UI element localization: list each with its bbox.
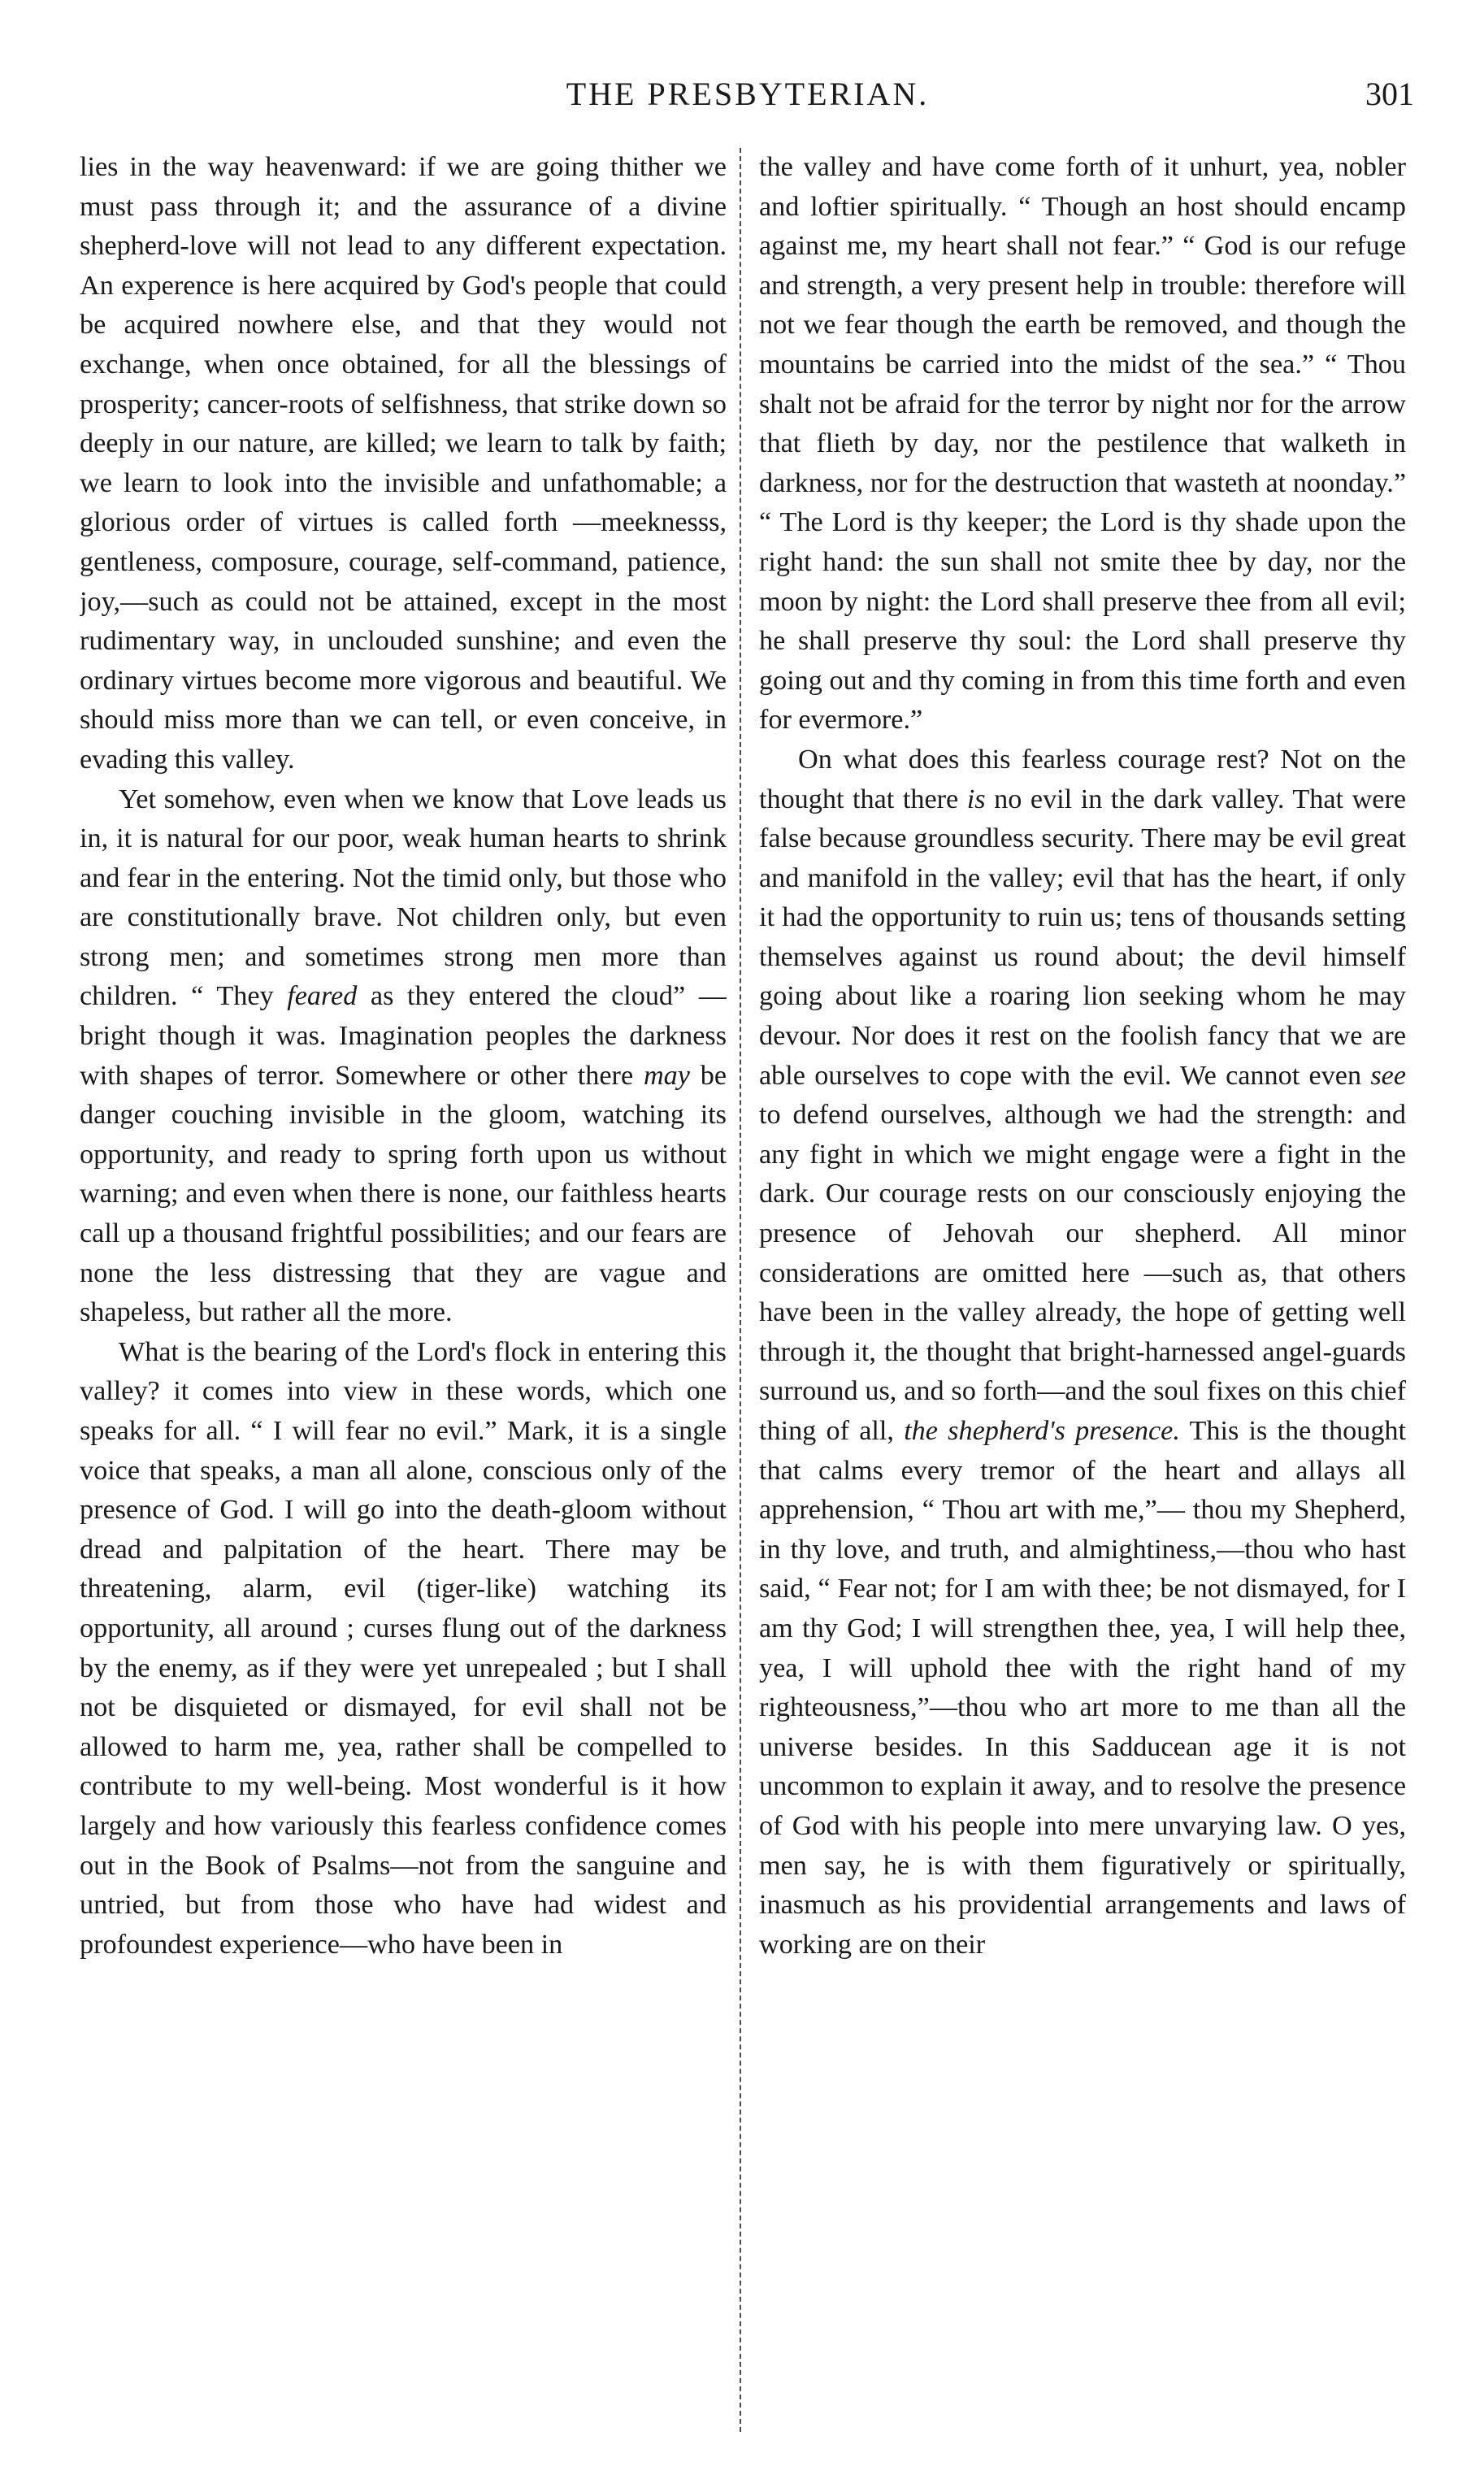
paragraph — [80, 780, 727, 1333]
page-header — [81, 75, 1414, 124]
paragraph: the valley and have come forth of it unhurt, yea, nobler and loftier spiritually. “ Though an host should encamp against me, my heart shall not fear.” “ God is our refuge and strength, a very present help in trouble: therefore will not we fear though the earth be removed, and though the mountains be carried into the midst of the sea.” “ Thou shalt not be afraid for the terror by night nor for the arrow that flieth by day, nor the pestilence that walketh in darkness, nor for the destruction that wasteth at noonday.” “ The Lord is thy keeper; the Lord is thy shade upon the right hand: the sun shall not smite thee by day, nor the moon by night: the Lord shall preserve thee from all evil; he shall preserve thy soul: the Lord shall preserve thy going out and thy coming in from this time forth and even for evermore.” — [759, 152, 1406, 736]
left-column — [80, 148, 727, 2432]
text-run: no evil in the dark valley. That were false because groundless security. There may be evil great and manifold in the valley; evil that has the heart, if only it had the opportunity to ruin us; tens of thousands setting themselves against us round about; the devil himself going about like a roaring lion seeking whom he may devour. Nor does it rest on the foolish fancy that we are able ourselves to cope with the evil. We cannot even — [759, 784, 1406, 1091]
text-run: On what does this fearless courage rest? Not on the thought that there — [759, 744, 1406, 814]
text-run: be danger couching invisible in the gloom, watching its opportunity, and ready to spring forth upon us without warning; and even when there is none, our faithless hearts call up a thousand frightful possibilities; and our fears are none the less distressing that they are vague and shapeless, but rather all the more. — [80, 1060, 727, 1328]
text-run: Yet somehow, even when we know that Love leads us in, it is natural for our poor, weak human hearts to shrink and fear in the entering. Not the timid only, but those who are constitutionally brave. Not children only, but even strong men; and sometimes strong men more than children. “ They — [80, 784, 727, 1012]
paragraph: lies in the way heavenward: if we are going thither we must pass through it; and the assurance of a divine shepherd-love will not lead to any different expectation. An experence is here acquired by God's people that could be acquired nowhere else, and that they would not exchange, when once obtained, for all the blessings of prosperity; cancer-roots of selfishness, that strike down so deeply in our nature, are killed; we learn to talk by faith; we learn to look into the invisible and unfathomable; a glorious order of virtues is called forth —meeknesss, gentleness, composure, courage, self-command, patience, joy,—such as could not be attained, except in the most rudimentary way, in unclouded sunshine; and even the ordinary virtues become more vigorous and beautiful. We should miss more than we can tell, or even conceive, in evading this valley. — [80, 152, 727, 775]
italic-phrase: the shepherd's presence. — [904, 1416, 1180, 1446]
text-run: This is the thought that calms every tremor of the heart and allays all apprehension, “ Thou art with me,”— thou my Shepherd, in thy love, and truth, and almightiness,—thou who hast said, “ Fear not; for I am with thee; be not dismayed, for I am thy God; I will strengthen thee, yea, I will help thee, yea, I will uphold thee with the right hand of my righteousness,”—thou who art more to me than all the universe besides. In this Sadducean age it is not uncommon to explain it away, and to resolve the presence of God with his people into mere unvarying law. O yes, men say, he is with them figuratively or spiritually, inasmuch as his providential arrangements and laws of working are on their — [759, 1416, 1406, 1960]
text-run: to defend ourselves, although we had the strength: and any fight in which we might engage were a fight in the dark. Our courage rests on our consciously enjoying the presence of Jehovah our shepherd. All minor considerations are omitted here —such as, that others have been in the valley already, the hope of getting well through it, the thought that bright-harnessed angel-guards surround us, and so forth—and the soul fixes on this chief thing of all, — [759, 1100, 1406, 1446]
running-title: THE PRESBYTERIAN. — [566, 76, 930, 112]
right-column — [759, 148, 1406, 2432]
page-number: 301 — [1365, 76, 1414, 112]
paragraph: What is the bearing of the Lord's flock in entering this valley? it comes into view in these words, which one speaks for all. “ I will fear no evil.” Mark, it is a single voice that speaks, a man all alone, conscious only of the presence of God. I will go into the death-gloom without dread and palpitation of the heart. There may be threatening, alarm, evil (tiger-like) watching its opportunity, all around ; curses flung out of the darkness by the enemy, as if they were yet unrepealed ; but I shall not be disquieted or dismayed, for evil shall not be allowed to harm me, yea, rather shall be compelled to contribute to my well-being. Most wonderful is it how largely and how variously this fearless confidence comes out in the Book of Psalms—not from the sanguine and untried, but from those who have had widest and profoundest experience—who have been in — [80, 1336, 727, 1960]
paragraph — [759, 740, 1406, 1965]
italic-word: may — [643, 1060, 690, 1091]
italic-word: see — [1370, 1060, 1406, 1091]
column-rule — [740, 148, 741, 2432]
italic-word: is — [966, 784, 986, 814]
italic-word: feared — [287, 981, 358, 1012]
text-run: as they entered the cloud” —bright though it was. Imagination peoples the darkness with shapes of terror. Somewhere or other there — [80, 981, 727, 1091]
